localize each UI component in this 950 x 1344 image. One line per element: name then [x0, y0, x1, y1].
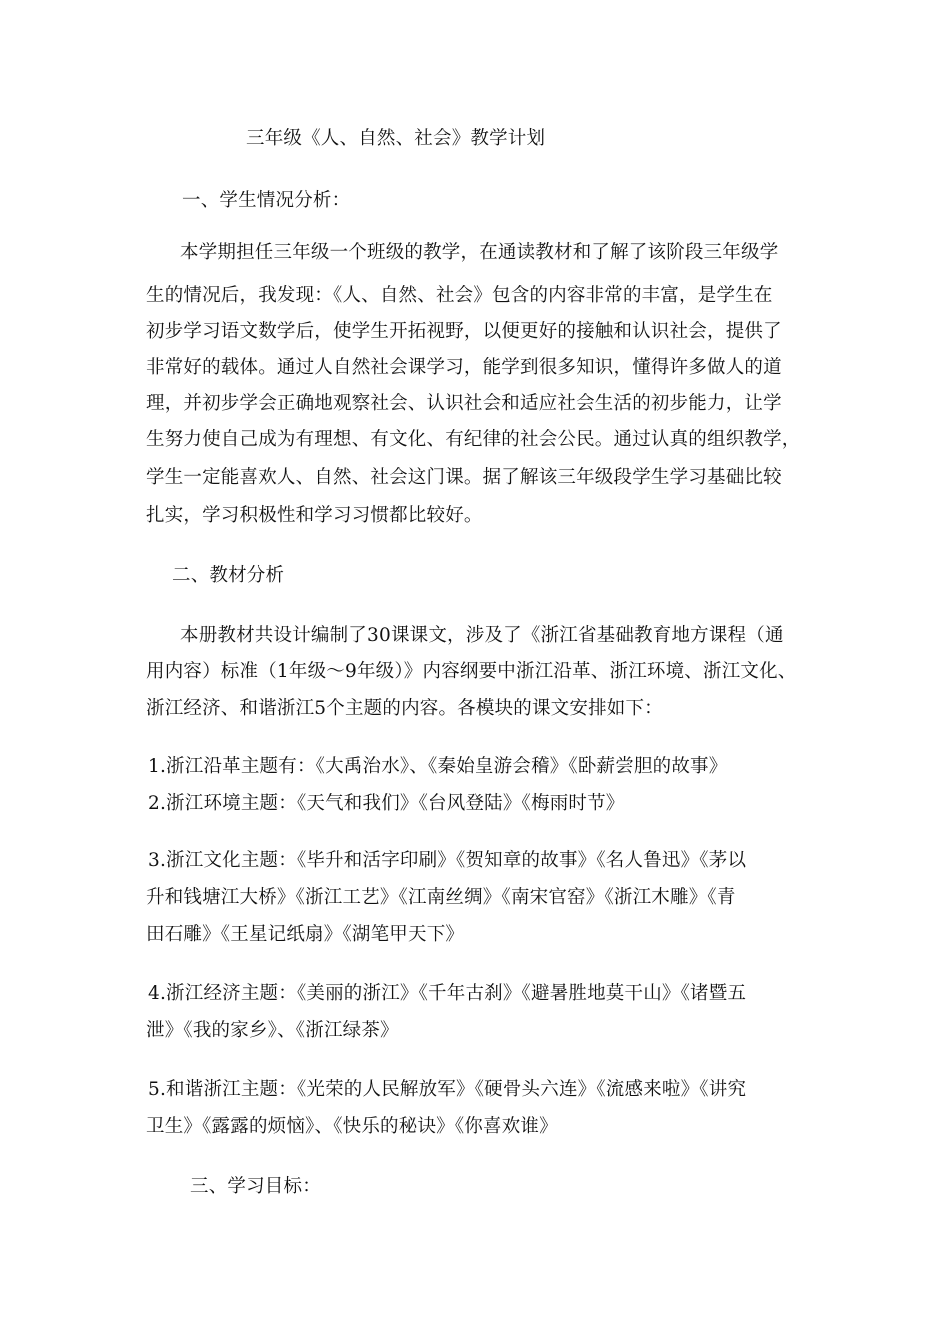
paragraph-line: 非常好的载体。通过人自然社会课学习，能学到很多知识，懂得许多做人的道 [146, 357, 782, 378]
list-item: 3.浙江文化主题：《毕升和活字印刷》《贺知章的故事》《名人鲁迅》《茅以 [148, 850, 747, 871]
list-item-continued: 泄》《我的家乡》、《浙江绿茶》 [146, 1020, 399, 1041]
list-item: 2.浙江环境主题：《天气和我们》《台风登陆》《梅雨时节》 [148, 793, 625, 814]
document-title: 三年级《人、自然、社会》教学计划 [246, 128, 546, 149]
paragraph-line: 生努力使自己成为有理想、有文化、有纪律的社会公民。通过认真的组织教学， [146, 429, 801, 450]
section-heading-3: 三、学习目标： [190, 1176, 321, 1197]
list-item: 5.和谐浙江主题：《光荣的人民解放军》《硬骨头六连》《流感来啦》《讲究 [148, 1079, 747, 1100]
paragraph-line: 生的情况后，我发现：《人、自然、社会》包含的内容非常的丰富，是学生在 [146, 285, 773, 306]
paragraph-line: 初步学习语文数学后，使学生开拓视野，以便更好的接触和认识社会，提供了 [146, 321, 782, 342]
paragraph-line: 浙江经济、和谐浙江5个主题的内容。各模块的课文安排如下： [146, 698, 663, 719]
paragraph-line: 扎实，学习积极性和学习习惯都比较好。 [146, 505, 483, 526]
paragraph-line: 学生一定能喜欢人、自然、社会这门课。据了解该三年级段学生学习基础比较 [146, 467, 782, 488]
list-item-continued: 升和钱塘江大桥》《浙江工艺》《江南丝绸》《南宋官窑》《浙江木雕》《青 [146, 887, 736, 908]
list-item: 4.浙江经济主题：《美丽的浙江》《千年古刹》《避暑胜地莫干山》《诸暨五 [148, 983, 747, 1004]
paragraph-line: 理，并初步学会正确地观察社会、认识社会和适应社会生活的初步能力，让学 [146, 393, 782, 414]
list-item-continued: 卫生》《露露的烦恼》、《快乐的秘诀》《你喜欢谁》 [146, 1116, 558, 1137]
paragraph-line: 用内容）标准（1年级～9年级）》内容纲要中浙江沿革、浙江环境、浙江文化、 [146, 661, 797, 682]
list-item-continued: 田石雕》《王星记纸扇》《湖笔甲天下》 [146, 924, 465, 945]
section-heading-1: 一、学生情况分析： [182, 190, 351, 211]
list-item: 1.浙江沿革主题有：《大禹治水》、《秦始皇游会稽》《卧薪尝胆的故事》 [148, 756, 728, 777]
section-heading-2: 二、教材分析 [172, 565, 285, 586]
paragraph-line: 本学期担任三年级一个班级的教学，在通读教材和了解了该阶段三年级学 [180, 242, 779, 263]
paragraph-line: 本册教材共设计编制了30课课文，涉及了《浙江省基础教育地方课程（通 [180, 625, 784, 646]
